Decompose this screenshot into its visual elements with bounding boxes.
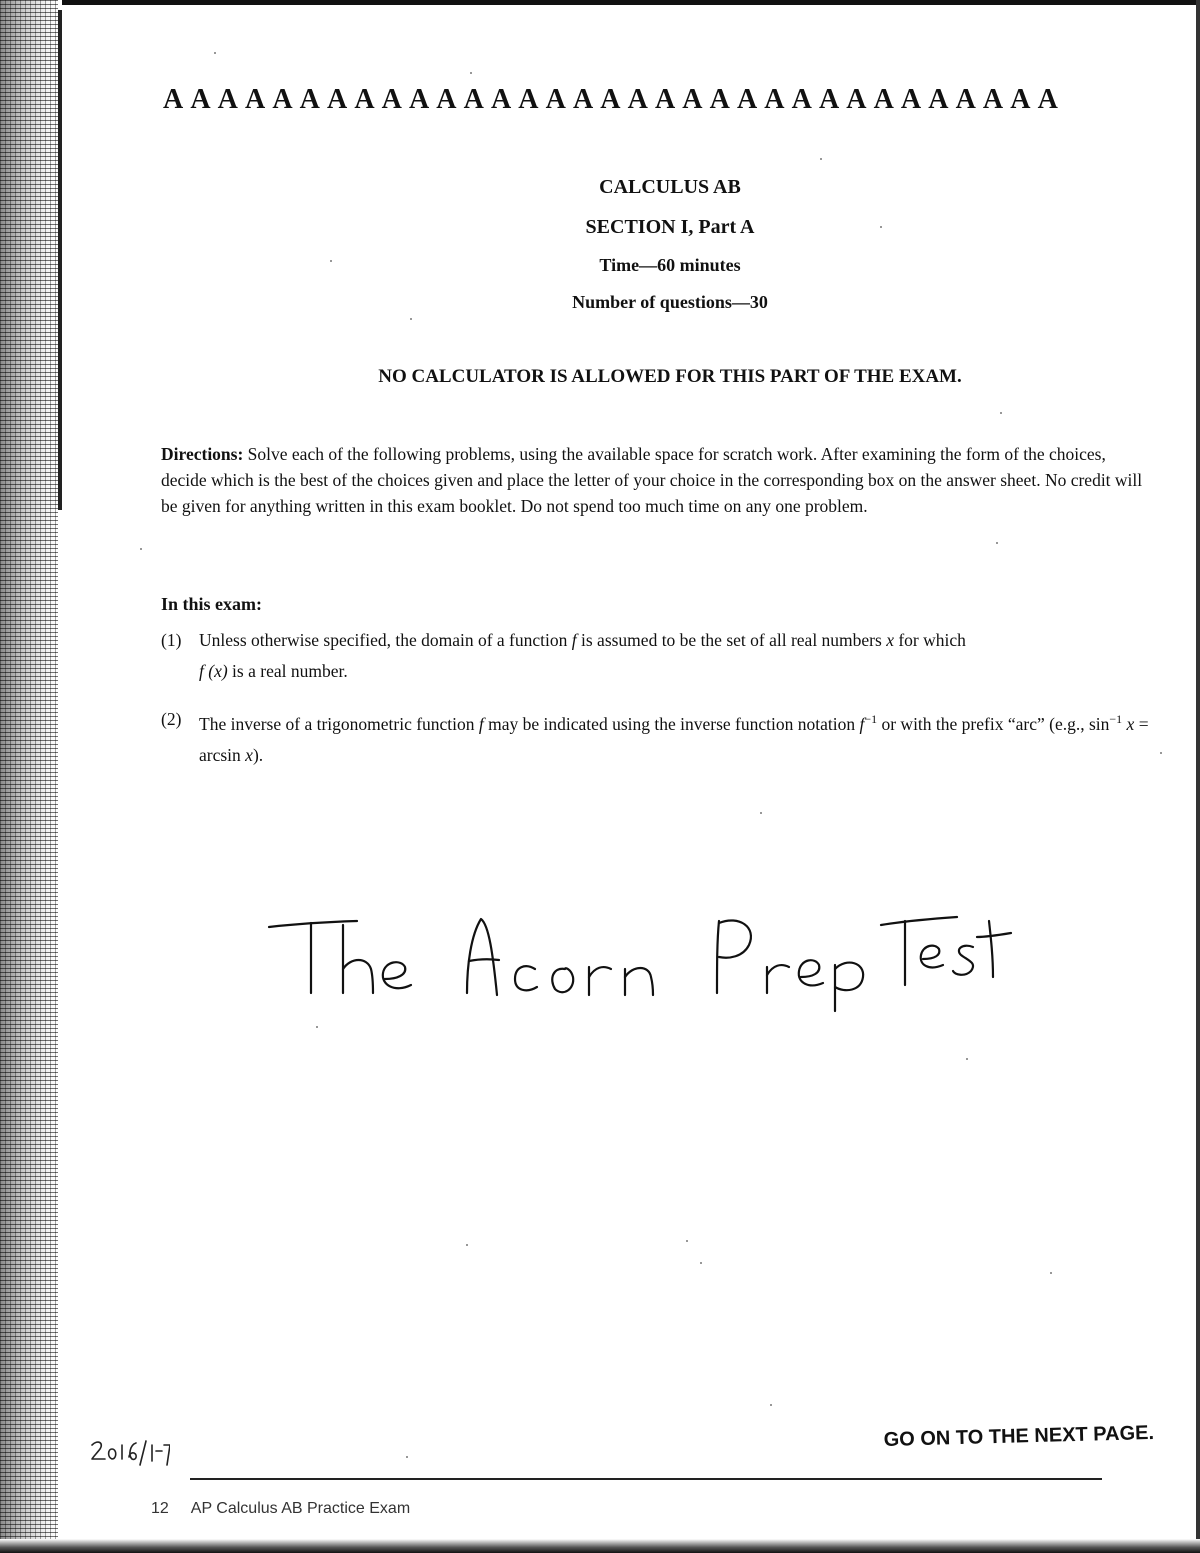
superscript: −1 — [1109, 712, 1123, 726]
note-text-part: = arcsin — [199, 713, 1149, 765]
section-letter-header: A A A A A A A A A A A A A A A A A A A A A A A A A A A A A A A A A — [163, 84, 1060, 115]
note-number: (1) — [161, 630, 182, 650]
book-title: AP Calculus AB Practice Exam — [190, 1500, 411, 1517]
scan-speck — [140, 548, 142, 550]
math-fx: f (x) — [199, 661, 228, 681]
note-text-part: is a real number. — [232, 661, 348, 681]
exam-note-1 — [161, 625, 1151, 687]
scan-speck — [966, 1058, 968, 1060]
note-text-part: Unless otherwise specified, the domain of a function — [199, 630, 568, 650]
note-text-part: is assumed to be the set of all real numbers — [581, 630, 882, 650]
calculator-notice: NO CALCULATOR IS ALLOWED FOR THIS PART OF THE EXAM. — [378, 366, 962, 387]
note-number: (2) — [161, 709, 182, 729]
note-text-part: ). — [252, 744, 264, 765]
scan-speck — [316, 1026, 318, 1028]
scan-speck — [1050, 1272, 1052, 1274]
handwritten-date-signature — [90, 1435, 170, 1469]
directions-paragraph — [161, 441, 1146, 519]
exam-note-2 — [161, 704, 1151, 771]
note-text-part: for which — [898, 630, 966, 650]
page-number: 12 — [151, 1500, 169, 1517]
scan-speck — [406, 1456, 408, 1458]
scan-speck — [1000, 412, 1002, 414]
footer-rule — [190, 1478, 1102, 1480]
directions-label: Directions: — [161, 444, 244, 464]
question-count: Number of questions—30 — [572, 292, 768, 312]
scan-speck — [686, 1240, 688, 1242]
scan-speck — [470, 72, 472, 74]
note-text-part: may be indicated using the inverse function notation — [488, 713, 856, 734]
scan-speck — [820, 158, 822, 160]
superscript: −1 — [864, 712, 878, 726]
scan-speck — [466, 1244, 468, 1246]
math-f: f — [571, 630, 577, 650]
handwritten-title — [265, 905, 1025, 1015]
scan-speck — [1160, 752, 1162, 754]
note-text-part: The inverse of a trigonometric function — [199, 713, 475, 734]
scan-speck — [760, 812, 762, 814]
course-title: CALCULUS AB — [599, 176, 741, 198]
scan-speck — [996, 542, 998, 544]
math-x: x — [1126, 713, 1135, 734]
math-f-inverse: f — [859, 713, 865, 734]
scan-speck — [410, 318, 412, 320]
note-text — [199, 625, 1151, 687]
math-f: f — [478, 713, 484, 734]
scan-speck — [700, 1262, 702, 1264]
note-text-part: or with the prefix “arc” (e.g., sin — [881, 713, 1110, 734]
math-x: x — [245, 744, 253, 765]
time-limit: Time—60 minutes — [599, 255, 741, 275]
scan-edge-bottom — [0, 1539, 1200, 1553]
section-title: SECTION I, Part A — [585, 216, 755, 238]
exam-notes-heading: In this exam: — [161, 594, 263, 614]
note-text — [199, 704, 1151, 771]
go-on-notice: GO ON TO THE NEXT PAGE. — [883, 1421, 1155, 1452]
directions-text: Solve each of the following problems, using the available space for scratch work. After examining the form of the choices, decide which is the best of the choices given and place the letter of your choice in the corresponding box on the answer sheet. No credit will be given for anything written in this exam booklet. Do not spend too much time on any one problem. — [161, 444, 1143, 516]
scan-speck — [770, 1404, 772, 1406]
scan-speck — [880, 226, 882, 228]
page-footer — [151, 1500, 410, 1518]
scan-speck — [330, 260, 332, 262]
math-x: x — [886, 630, 894, 650]
scan-edge-top — [62, 0, 1200, 5]
scan-speck — [214, 52, 216, 54]
